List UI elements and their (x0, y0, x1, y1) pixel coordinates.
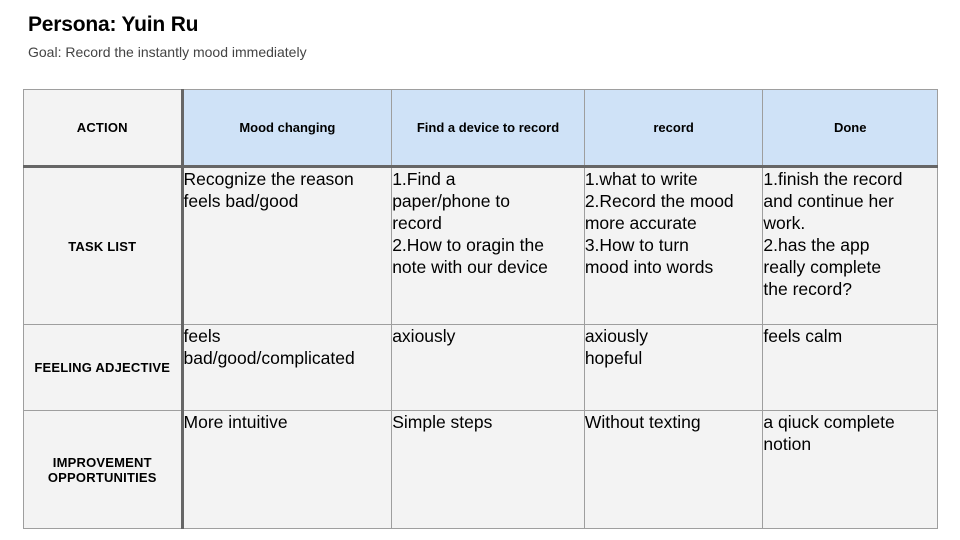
improvement-cell: More intuitive (182, 411, 392, 529)
task-cell: Recognize the reason feels bad/good (182, 167, 392, 325)
row-label-feeling-adjective: FEELING ADJECTIVE (24, 325, 183, 411)
stage-header: Done (763, 90, 938, 167)
row-label-task-list: TASK LIST (24, 167, 183, 325)
action-header: ACTION (24, 90, 183, 167)
task-cell: 1.Find a paper/phone to record 2.How to oragin the note with our device (392, 167, 585, 325)
improvement-cell: a qiuck complete notion (763, 411, 938, 529)
row-label-improvement-opportunities: IMPROVEMENT OPPORTUNITIES (24, 411, 183, 529)
page-title: Persona: Yuin Ru (28, 13, 199, 36)
feeling-cell: axiously (392, 325, 585, 411)
goal-subtitle: Goal: Record the instantly mood immediately (28, 44, 307, 60)
task-cell: 1.what to write 2.Record the mood more accurate 3.How to turn mood into words (584, 167, 763, 325)
stage-header: Find a device to record (392, 90, 585, 167)
journey-map-table (23, 89, 938, 529)
feeling-cell: axiously hopeful (584, 325, 763, 411)
improvement-cell: Without texting (584, 411, 763, 529)
improvement-cell: Simple steps (392, 411, 585, 529)
improvement-opportunities-row (24, 411, 938, 529)
feeling-cell: feels bad/good/complicated (182, 325, 392, 411)
stage-header: Mood changing (182, 90, 392, 167)
feeling-adjective-row (24, 325, 938, 411)
task-cell: 1.finish the record and continue her work. 2.has the app really complete the record? (763, 167, 938, 325)
feeling-cell: feels calm (763, 325, 938, 411)
task-list-row (24, 167, 938, 325)
stage-header: record (584, 90, 763, 167)
stage-header-row (24, 90, 938, 167)
